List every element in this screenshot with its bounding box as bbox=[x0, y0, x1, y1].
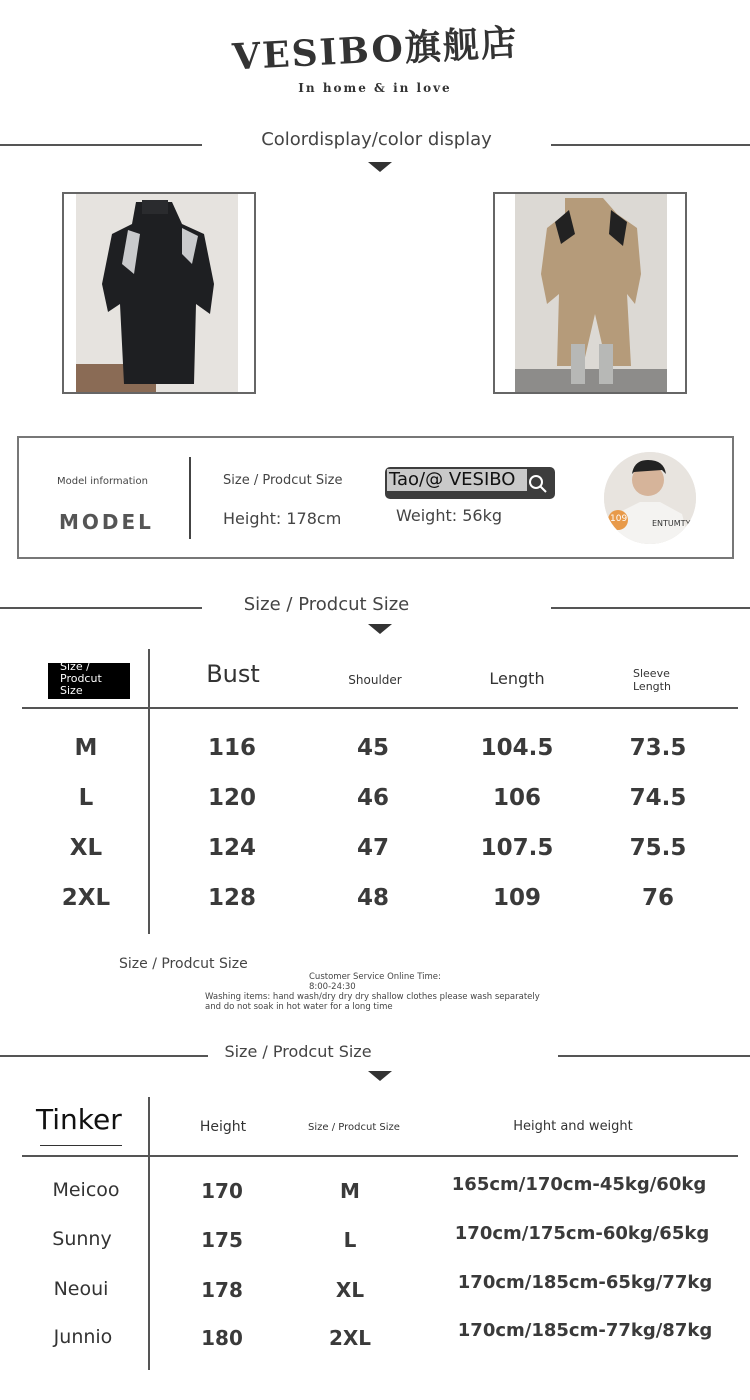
black-coat-image bbox=[64, 194, 254, 392]
washing-note-1: Washing items: hand wash/dry dry dry shallow clothes please wash separately bbox=[205, 992, 540, 1002]
sleeve-value: 75.5 bbox=[629, 835, 687, 861]
tinker-corner-label: Tinker bbox=[36, 1103, 122, 1136]
table-row bbox=[0, 1320, 750, 1354]
length-value: 107.5 bbox=[480, 835, 554, 861]
product-photo-black[interactable] bbox=[62, 192, 256, 394]
tinker-name: Junnio bbox=[53, 1326, 113, 1348]
size-label: XL bbox=[69, 835, 103, 861]
table-row bbox=[0, 785, 750, 817]
tinker-name: Neoui bbox=[53, 1278, 109, 1300]
tinker-size: L bbox=[343, 1228, 357, 1252]
search-icon[interactable] bbox=[528, 474, 548, 494]
product-photo-khaki[interactable] bbox=[493, 192, 687, 394]
bust-value: 124 bbox=[207, 835, 256, 861]
divider-right bbox=[551, 607, 750, 609]
tinker-height: 178 bbox=[201, 1278, 243, 1302]
sleeve-value: 76 bbox=[641, 885, 674, 911]
washing-note-2: and do not soak in hot water for a long time bbox=[205, 1002, 393, 1012]
length-value: 109 bbox=[492, 885, 541, 911]
table-row bbox=[0, 1272, 750, 1306]
size-label: 2XL bbox=[61, 885, 111, 911]
table-row bbox=[0, 735, 750, 767]
col-sleeve-length: Sleeve Length bbox=[633, 667, 671, 693]
size-table-corner bbox=[48, 663, 130, 699]
col-height: Height bbox=[199, 1119, 247, 1135]
divider-left bbox=[0, 144, 202, 146]
tinker-size: XL bbox=[335, 1278, 365, 1302]
tinker-height: 170 bbox=[201, 1179, 243, 1203]
tinker-name: Sunny bbox=[52, 1228, 112, 1250]
tinker-range: 165cm/170cm-45kg/60kg bbox=[451, 1174, 707, 1195]
model-size-label: Size / Prodcut Size bbox=[223, 473, 343, 488]
notes-size-label: Size / Prodcut Size bbox=[119, 956, 248, 972]
shop-search-box[interactable] bbox=[385, 467, 555, 499]
divider-right bbox=[558, 1055, 750, 1057]
tinker-height: 180 bbox=[201, 1326, 243, 1350]
length-value: 104.5 bbox=[480, 735, 554, 761]
arrow-down-icon bbox=[368, 162, 392, 172]
shoulder-value: 48 bbox=[356, 885, 389, 911]
avatar bbox=[604, 452, 696, 544]
service-time-hours: 8:00-24:30 bbox=[309, 982, 356, 992]
sleeve-value: 73.5 bbox=[629, 735, 687, 761]
tinker-range: 170cm/185cm-77kg/87kg bbox=[457, 1320, 713, 1341]
arrow-down-icon bbox=[368, 1071, 392, 1081]
col-bust: Bust bbox=[206, 660, 260, 688]
svg-text:ENTUMTY: ENTUMTY bbox=[652, 519, 691, 528]
col-shoulder: Shoulder bbox=[348, 673, 402, 687]
tinker-underline bbox=[40, 1145, 122, 1146]
model-height: Height: 178cm bbox=[223, 509, 342, 528]
size-label: M bbox=[74, 735, 98, 761]
divider-left bbox=[0, 1055, 208, 1057]
col-height-weight: Height and weight bbox=[513, 1119, 633, 1134]
bust-value: 116 bbox=[207, 735, 256, 761]
color-display-title: Colordisplay/color display bbox=[261, 129, 492, 150]
brand-title: VESIBO旗舰店 bbox=[230, 21, 520, 79]
service-time-title: Customer Service Online Time: bbox=[309, 972, 441, 982]
shop-search-text: Tao/@ VESIBO bbox=[387, 469, 527, 491]
table-row bbox=[0, 1223, 750, 1256]
tinker-section-title: Size / Prodcut Size bbox=[224, 1042, 372, 1061]
tinker-name: Meicoo bbox=[52, 1179, 120, 1201]
divider-right bbox=[551, 144, 750, 146]
size-table-header-line bbox=[22, 707, 738, 709]
col-size: Size / Prodcut Size bbox=[308, 1122, 400, 1133]
size-label: L bbox=[78, 785, 94, 811]
length-value: 106 bbox=[492, 785, 541, 811]
model-portrait bbox=[604, 452, 696, 544]
model-weight: Weight: 56kg bbox=[396, 506, 502, 525]
avatar-badge: 109 bbox=[610, 514, 628, 524]
khaki-coat-image bbox=[495, 194, 685, 392]
model-info-label: Model information bbox=[57, 476, 148, 487]
bust-value: 120 bbox=[207, 785, 256, 811]
tinker-range: 170cm/185cm-65kg/77kg bbox=[457, 1272, 713, 1293]
col-length: Length bbox=[489, 669, 545, 688]
tinker-range: 170cm/175cm-60kg/65kg bbox=[454, 1223, 710, 1244]
table-row bbox=[0, 885, 750, 917]
shoulder-value: 45 bbox=[356, 735, 389, 761]
shoulder-value: 47 bbox=[356, 835, 389, 861]
tinker-size: 2XL bbox=[328, 1326, 372, 1350]
arrow-down-icon bbox=[368, 624, 392, 634]
model-label: MODEL bbox=[59, 510, 154, 534]
tinker-table-header-line bbox=[22, 1155, 738, 1157]
sleeve-value: 74.5 bbox=[629, 785, 687, 811]
table-row bbox=[0, 835, 750, 867]
brand-tagline: In home & in love bbox=[298, 81, 452, 95]
size-section-title: Size / Prodcut Size bbox=[243, 594, 410, 615]
size-corner-label: Size / Prodcut Size bbox=[60, 663, 102, 697]
model-divider bbox=[189, 457, 191, 539]
tinker-height: 175 bbox=[201, 1228, 243, 1252]
tinker-size: M bbox=[340, 1179, 360, 1203]
brand-header bbox=[0, 22, 750, 95]
shoulder-value: 46 bbox=[356, 785, 389, 811]
divider-left bbox=[0, 607, 202, 609]
bust-value: 128 bbox=[207, 885, 256, 911]
table-row bbox=[0, 1174, 750, 1207]
